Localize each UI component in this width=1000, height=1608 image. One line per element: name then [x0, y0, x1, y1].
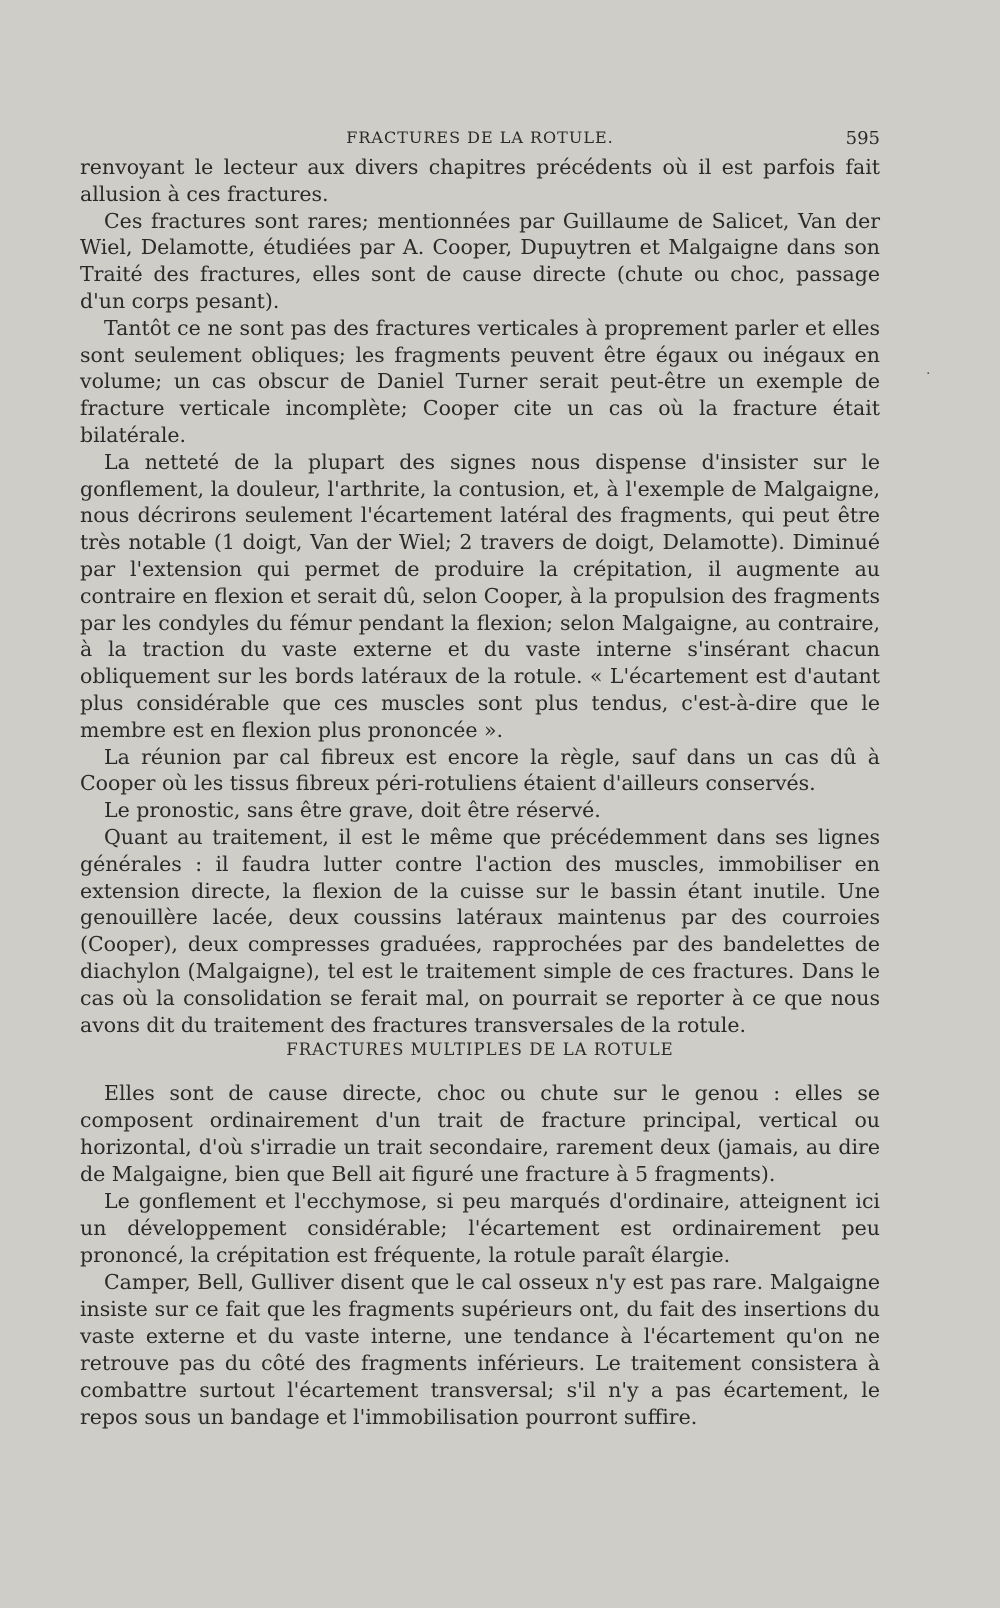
paragraph: La netteté de la plupart des signes nous dispense d'insister sur le gonflement, la douleur, l'arthrite, la contusion, et, à l'exemple de Malgaigne, nous décrirons seulement l'écartement latéral des fragments, qui peut être très notable (1 doigt, Van der Wiel; 2 travers de doigt, Delamotte). Diminué par l'extension qui permet de produire la crépitation, il augmente au contraire en flexion et serait dû, selon Cooper, à la propulsion des fragments par les condyles du fémur pendant la flexion; selon Malgaigne, au contraire, à la traction du vaste externe et du vaste interne s'insérant chacun obliquement sur les bords latéraux de la rotule. « L'écartement est d'autant plus considérable que ces muscles sont plus tendus, c'est-à-dire que le membre est en flexion plus prononcée ».: [80, 449, 880, 742]
paragraph: Elles sont de cause directe, choc ou chute sur le genou : elles se composent ordinairement d'un trait de fracture principal, vertical ou horizontal, d'où s'irradie un trait secondaire, rarement deux (jamais, au dire de Malgaigne, bien que Bell ait figuré une fracture à 5 fragments).: [80, 1081, 880, 1186]
paragraph: Camper, Bell, Gulliver disent que le cal osseux n'y est pas rare. Malgaigne insiste sur ce fait que les fragments supérieurs ont, du fait des insertions du vaste externe et du vaste interne, une tendance à l'écartement qu'on ne retrouve pas du côté des fragments inférieurs. Le traitement consistera à combattre surtout l'écartement transversal; s'il n'y a pas écartement, le repos sous un bandage et l'immobilisation pourront suffire.: [80, 1270, 880, 1429]
page-number: 595: [845, 128, 880, 149]
section-verticales-body: [80, 154, 880, 1038]
paragraph: La réunion par cal fibreux est encore la règle, sauf dans un cas dû à Cooper où les tissus fibreux péri-rotuliens étaient d'ailleurs conservés.: [80, 744, 880, 796]
paragraph: renvoyant le lecteur aux divers chapitres précédents où il est parfois fait allusion à ces fractures.: [80, 155, 880, 206]
page-header: [80, 124, 880, 154]
section-heading: FRACTURES MULTIPLES DE LA ROTULE: [286, 1040, 674, 1059]
section-multiples-body: [80, 1080, 880, 1431]
paragraph: Tantôt ce ne sont pas des fractures verticales à proprement parler et elles sont seulement obliques; les fragments peuvent être égaux ou inégaux en volume; un cas obscur de Daniel Turner serait peut-être un exemple de fracture verticale incomplète; Cooper cite un cas où la fracture était bilatérale.: [80, 315, 880, 447]
paragraph: Quant au traitement, il est le même que précédemment dans ses lignes générales : il faudra lutter contre l'action des muscles, immobiliser en extension directe, la flexion de la cuisse sur le bassin étant inutile. Une genouillère lacée, deux coussins latéraux maintenus par des courroies (Cooper), deux compresses graduées, rapprochées par des bandelettes de diachylon (Malgaigne), tel est le traitement simple de ces fractures. Dans le cas où la consolidation se ferait mal, on pourrait se reporter à ce que nous avons dit du traitement des fractures transversales de la rotule.: [80, 824, 880, 1037]
margin-mark: .: [926, 362, 931, 378]
running-title: FRACTURES DE LA ROTULE.: [346, 128, 614, 147]
paragraph: Le gonflement et l'ecchymose, si peu marqués d'ordinaire, atteignent ici un développement considérable; l'écartement est ordinairement peu prononcé, la crépitation est fréquente, la rotule paraît élargie.: [80, 1189, 880, 1267]
paragraph: Ces fractures sont rares; mentionnées par Guillaume de Salicet, Van der Wiel, Delamotte, étudiées par A. Cooper, Dupuytren et Malgaigne dans son Traité des fractures, elles sont de cause directe (chute ou choc, passage d'un corps pesant).: [80, 208, 880, 313]
paragraph: Le pronostic, sans être grave, doit être réservé.: [104, 798, 601, 823]
